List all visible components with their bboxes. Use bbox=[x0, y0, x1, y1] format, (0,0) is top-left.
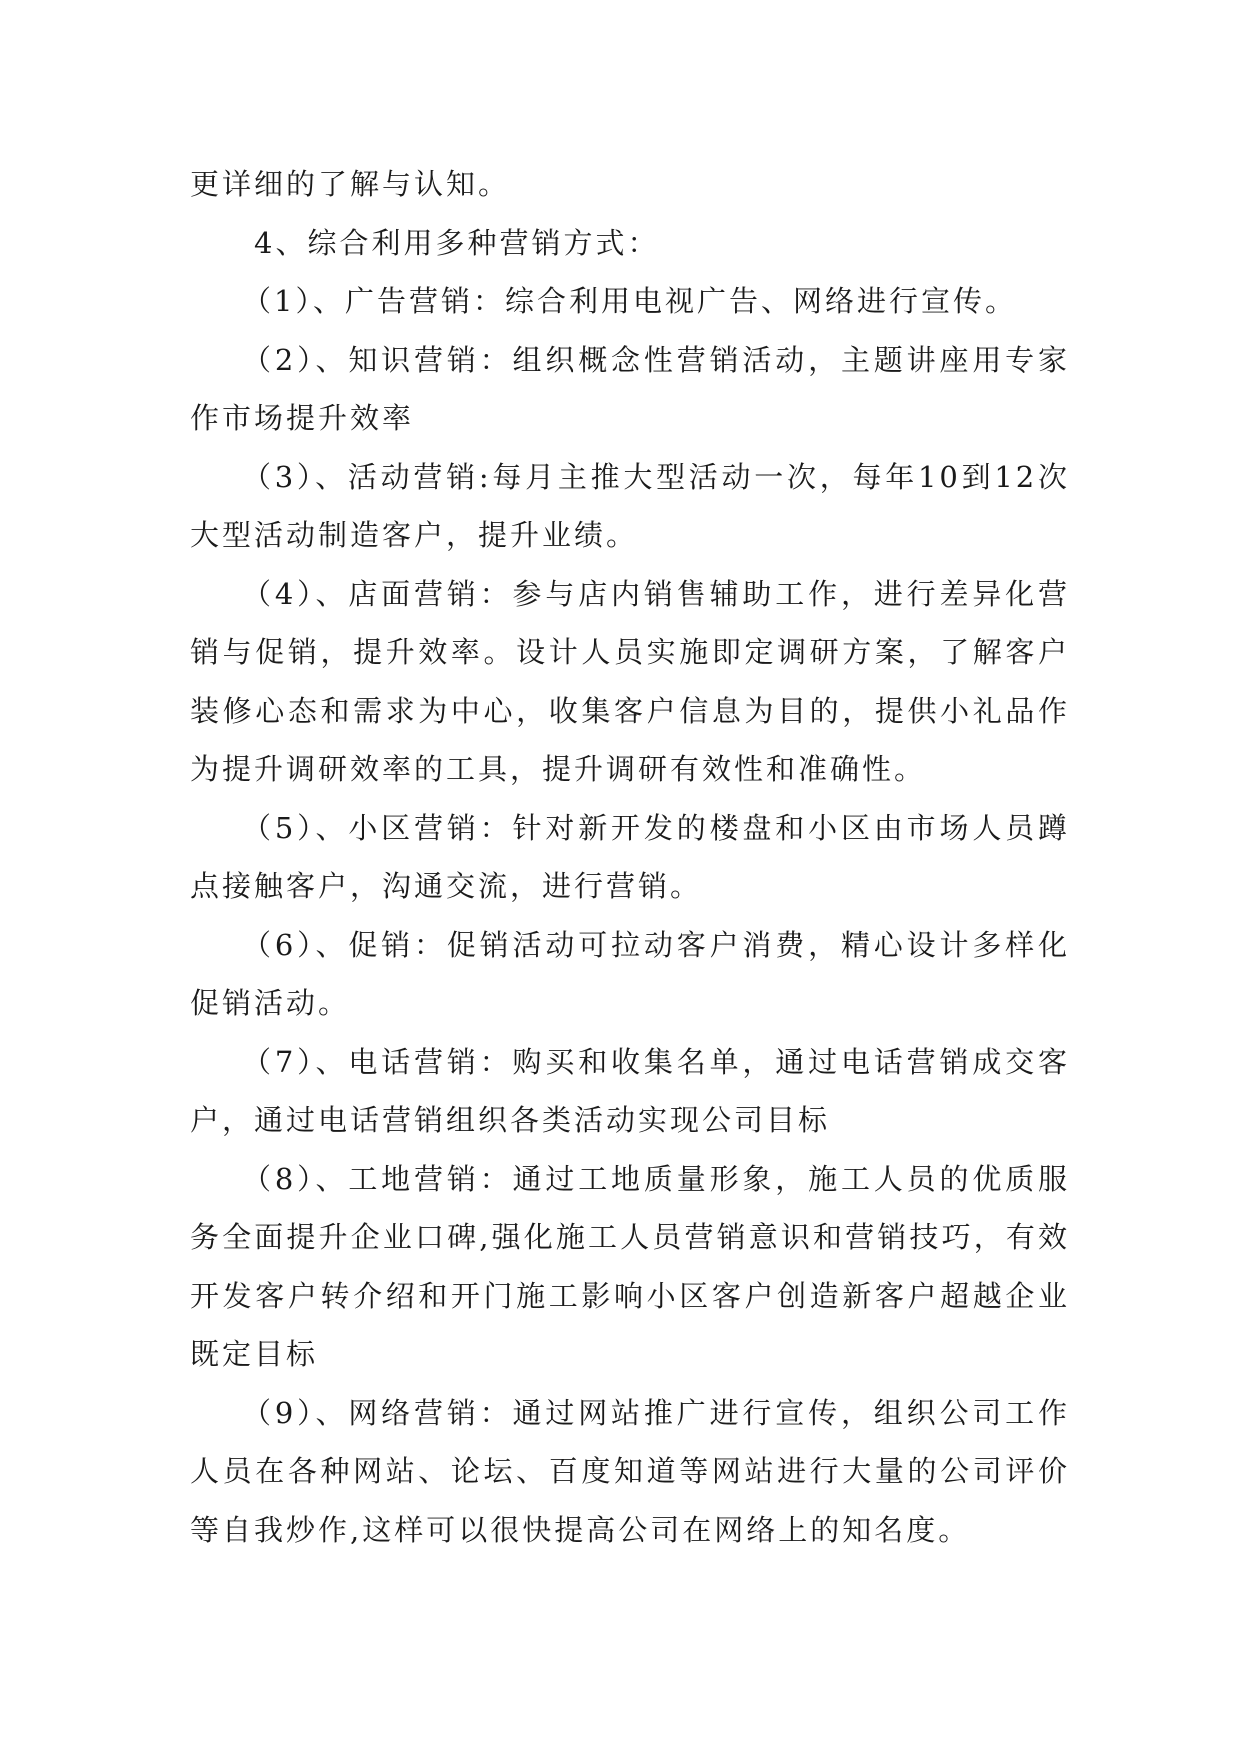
item-site-marketing: （8）、工地营销：通过工地质量形象，施工人员的优质服务全面提升企业口碑,强化施工人员营销意识和营销技巧，有效开发客户转介绍和开门施工影响小区客户创造新客户超越企业既定目标 bbox=[190, 1161, 1070, 1371]
item-knowledge-marketing: （2）、知识营销：组织概念性营销活动，主题讲座用专家作市场提升效率 bbox=[190, 342, 1070, 435]
item-storefront-marketing: （4）、店面营销：参与店内销售辅助工作，进行差异化营销与促销，提升效率。设计人员实施即定调研方案，了解客户装修心态和需求为中心，收集客户信息为目的，提供小礼品作为提升调研效率的工具，提升调研有效性和准确性。 bbox=[190, 576, 1070, 786]
item-online-marketing: （9）、网络营销：通过网站推广进行宣传，组织公司工作人员在各种网站、论坛、百度知道等网站进行大量的公司评价等自我炒作,这样可以很快提高公司在网络上的知名度。 bbox=[190, 1395, 1070, 1547]
document-body bbox=[190, 155, 1070, 1559]
paragraph-continuation: 更详细的了解与认知。 bbox=[190, 167, 511, 201]
item-telephone-marketing: （7）、电话营销：购买和收集名单，通过电话营销成交客户，通过电话营销组织各类活动实现公司目标 bbox=[190, 1044, 1070, 1137]
item-event-marketing: （3）、活动营销:每月主推大型活动一次，每年10到12次大型活动制造客户，提升业绩。 bbox=[190, 459, 1070, 552]
item-promotion: （6）、促销：促销活动可拉动客户消费，精心设计多样化促销活动。 bbox=[190, 927, 1070, 1020]
item-advertising-marketing: （1）、广告营销：综合利用电视广告、网络进行宣传。 bbox=[242, 284, 1017, 318]
item-community-marketing: （5）、小区营销：针对新开发的楼盘和小区由市场人员蹲点接触客户，沟通交流，进行营销。 bbox=[190, 810, 1070, 903]
section-heading-marketing-methods: 4、综合利用多种营销方式： bbox=[254, 225, 660, 260]
